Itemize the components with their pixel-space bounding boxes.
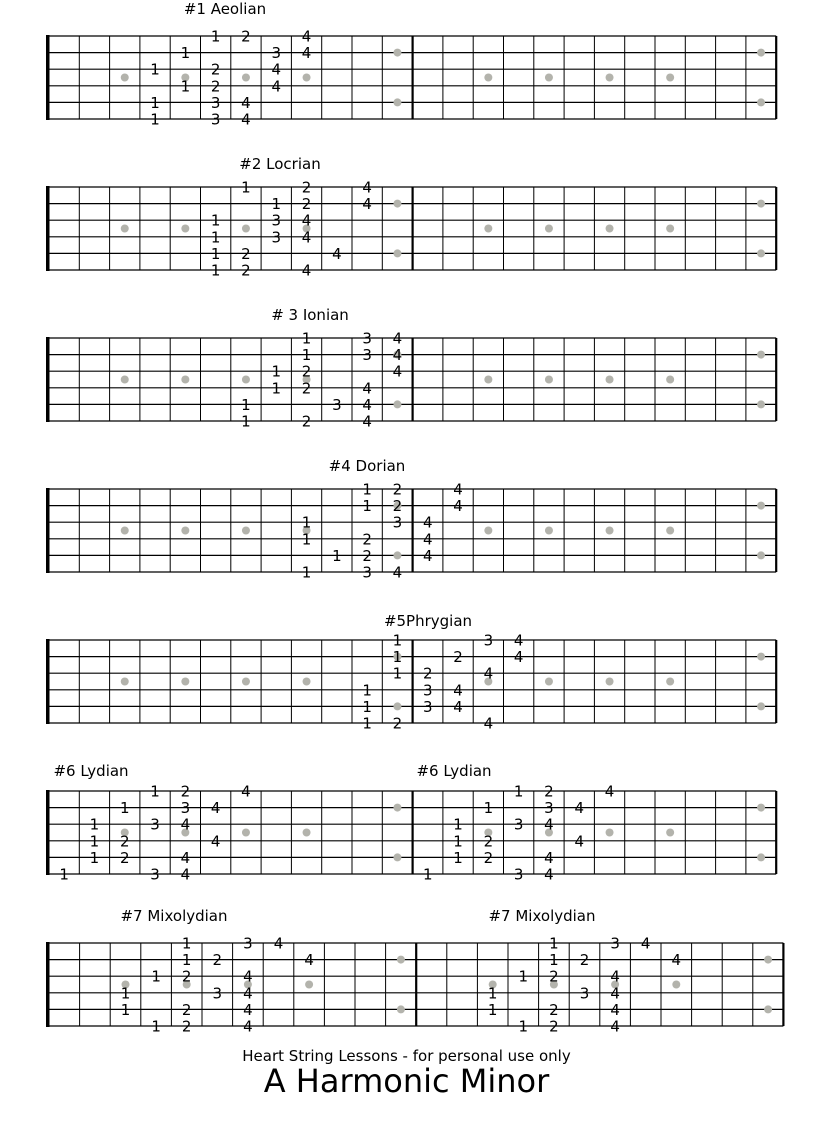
inlay-dot (764, 1005, 772, 1013)
finger-number: 1 (89, 815, 100, 834)
nut (46, 942, 50, 1027)
finger-number: 1 (392, 664, 403, 683)
inlay-dot (757, 49, 765, 57)
finger-number: 4 (362, 412, 372, 431)
nut (46, 790, 50, 875)
diagram-title: #6 Lydian (416, 762, 492, 780)
finger-number: 4 (453, 480, 463, 499)
inlay-dot (666, 527, 674, 535)
finger-number: 1 (332, 546, 342, 565)
finger-number: 1 (518, 1017, 529, 1036)
finger-number: 3 (180, 799, 191, 818)
fretboard-diagram (46, 762, 776, 884)
inlay-dot (393, 853, 401, 861)
inlay-dot (393, 49, 401, 57)
finger-number: 1 (487, 984, 498, 1003)
finger-number: 2 (212, 951, 223, 970)
finger-number: 1 (210, 211, 221, 230)
finger-number: 4 (301, 228, 312, 247)
finger-number: 3 (150, 865, 160, 884)
finger-number: 1 (301, 346, 312, 365)
finger-number: 4 (574, 832, 585, 851)
finger-number: 4 (210, 799, 221, 818)
inlay-dot (393, 200, 401, 208)
inlay-dot (757, 200, 765, 208)
finger-number: 1 (151, 1017, 161, 1036)
inlay-dot (757, 653, 765, 661)
finger-number: 1 (301, 513, 312, 532)
inlay-dot (121, 225, 129, 233)
inlay-dot (242, 74, 250, 82)
finger-number: 1 (362, 697, 372, 716)
inlay-dot (242, 527, 250, 535)
inlay-dot (121, 527, 129, 535)
finger-number: 2 (422, 664, 433, 683)
finger-number: 4 (332, 244, 342, 263)
finger-number: 2 (241, 27, 251, 46)
finger-number: 1 (241, 178, 251, 197)
finger-number: 4 (610, 1017, 620, 1036)
inlay-dot (666, 74, 674, 82)
finger-number: 4 (271, 77, 282, 96)
finger-number: 4 (180, 865, 191, 884)
finger-number: 2 (181, 967, 192, 986)
finger-number: 1 (181, 934, 192, 953)
finger-number: 1 (362, 714, 372, 733)
finger-number: 1 (301, 530, 312, 549)
finger-number: 2 (301, 362, 312, 381)
finger-number: 1 (180, 44, 191, 63)
finger-number: 3 (579, 984, 590, 1003)
finger-number: 3 (483, 631, 494, 650)
finger-number: 2 (181, 1000, 192, 1019)
inlay-dot (181, 225, 189, 233)
finger-number: 4 (362, 379, 372, 398)
finger-number: 4 (243, 1017, 253, 1036)
finger-number: 4 (243, 1000, 253, 1019)
finger-number: 4 (304, 951, 314, 970)
finger-number: 1 (453, 815, 463, 834)
inlay-dot (242, 225, 250, 233)
finger-number: 1 (487, 1000, 498, 1019)
finger-number: 1 (271, 362, 282, 381)
inlay-dot (305, 981, 313, 989)
finger-number: 4 (610, 967, 620, 986)
finger-number: 1 (453, 832, 463, 851)
finger-number: 1 (89, 848, 100, 867)
finger-number: 1 (549, 934, 559, 953)
finger-number: 4 (273, 934, 284, 953)
finger-number: 1 (483, 799, 494, 818)
finger-number: 4 (453, 697, 463, 716)
finger-number: 3 (392, 513, 403, 532)
finger-number: 1 (392, 648, 403, 667)
finger-number: 1 (362, 681, 372, 700)
inlay-dot (545, 74, 553, 82)
finger-number: 4 (610, 984, 620, 1003)
finger-number: 3 (513, 865, 524, 884)
finger-number: 3 (150, 815, 160, 834)
finger-number: 4 (210, 832, 221, 851)
finger-number: 1 (271, 195, 282, 214)
inlay-dot (393, 551, 401, 559)
finger-number: 4 (362, 195, 372, 214)
finger-number: 3 (544, 799, 554, 818)
finger-number: 1 (210, 228, 221, 247)
finger-number: 3 (210, 93, 221, 112)
finger-number: 4 (453, 497, 463, 516)
finger-number: 2 (301, 195, 312, 214)
finger-number: 3 (362, 329, 372, 348)
finger-number: 1 (271, 379, 282, 398)
finger-number: 4 (544, 865, 554, 884)
fretboard-diagram (46, 0, 776, 129)
finger-number: 2 (549, 967, 559, 986)
finger-number: 1 (89, 832, 100, 851)
diagram-title: #1 Aeolian (183, 0, 267, 18)
finger-number: 4 (301, 44, 312, 63)
finger-number: 2 (241, 261, 251, 280)
finger-number: 2 (544, 782, 554, 801)
inlay-dot (757, 249, 765, 257)
finger-number: 4 (392, 329, 403, 348)
finger-number: 2 (119, 832, 130, 851)
finger-number: 3 (422, 681, 433, 700)
finger-number: 2 (180, 782, 191, 801)
inlay-dot (672, 981, 680, 989)
finger-number: 4 (422, 513, 433, 532)
finger-number: 1 (518, 967, 529, 986)
inlay-dot (393, 249, 401, 257)
finger-number: 3 (332, 395, 342, 414)
inlay-dot (393, 400, 401, 408)
inlay-dot (121, 74, 129, 82)
finger-number: 4 (243, 967, 253, 986)
finger-number: 3 (271, 228, 282, 247)
inlay-dot (484, 527, 492, 535)
inlay-dot (606, 678, 614, 686)
finger-number: 1 (151, 967, 161, 986)
finger-number: 4 (604, 782, 615, 801)
finger-number: 4 (640, 934, 651, 953)
inlay-dot (757, 400, 765, 408)
fretboard-diagram (46, 907, 783, 1036)
inlay-dot (303, 74, 311, 82)
finger-number: 2 (241, 244, 251, 263)
finger-number: 4 (610, 1000, 620, 1019)
finger-number: 4 (483, 714, 494, 733)
finger-number: 3 (243, 934, 253, 953)
finger-number: 4 (362, 178, 372, 197)
finger-number: 1 (549, 951, 559, 970)
diagram-title: #7 Mixolydian (488, 907, 596, 925)
diagram-title: # 3 Ionian (271, 306, 349, 324)
finger-number: 4 (180, 815, 191, 834)
finger-number: 4 (301, 211, 312, 230)
finger-number: 1 (241, 412, 251, 431)
finger-number: 4 (271, 60, 282, 79)
finger-number: 3 (362, 563, 372, 582)
finger-number: 2 (483, 832, 494, 851)
finger-number: 2 (301, 178, 312, 197)
inlay-dot (545, 225, 553, 233)
finger-number: 4 (180, 848, 191, 867)
inlay-dot (606, 225, 614, 233)
inlay-dot (545, 376, 553, 384)
inlay-dot (757, 98, 765, 106)
finger-number: 4 (422, 530, 433, 549)
finger-number: 2 (181, 1017, 192, 1036)
finger-number: 4 (241, 782, 251, 801)
finger-number: 4 (513, 631, 524, 650)
inlay-dot (757, 351, 765, 359)
finger-number: 4 (392, 362, 403, 381)
finger-number: 1 (150, 782, 160, 801)
inlay-dot (242, 678, 250, 686)
inlay-dot (484, 376, 492, 384)
finger-number: 2 (579, 951, 590, 970)
inlay-dot (757, 702, 765, 710)
finger-number: 1 (422, 865, 433, 884)
finger-number: 2 (392, 480, 403, 499)
finger-number: 1 (181, 951, 192, 970)
fretboard-diagram (46, 457, 776, 582)
inlay-dot (606, 74, 614, 82)
finger-number: 2 (549, 1017, 559, 1036)
finger-number: 3 (513, 815, 524, 834)
inlay-dot (606, 829, 614, 837)
inlay-dot (545, 678, 553, 686)
nut (46, 35, 50, 120)
inlay-dot (242, 376, 250, 384)
finger-number: 4 (422, 546, 433, 565)
finger-number: 1 (120, 984, 131, 1003)
footer-credit: Heart String Lessons - for personal use only (242, 1047, 571, 1065)
inlay-dot (121, 678, 129, 686)
finger-number: 1 (210, 244, 221, 263)
inlay-dot (606, 376, 614, 384)
finger-number: 4 (301, 27, 312, 46)
diagram-title: #4 Dorian (328, 457, 406, 475)
finger-number: 1 (241, 395, 251, 414)
finger-number: 3 (271, 44, 282, 63)
finger-number: 1 (150, 93, 160, 112)
finger-number: 4 (671, 951, 682, 970)
finger-number: 1 (150, 110, 160, 129)
finger-number: 4 (241, 110, 251, 129)
finger-number: 2 (362, 530, 372, 549)
finger-number: 1 (150, 60, 160, 79)
finger-number: 1 (120, 1000, 131, 1019)
nut (46, 337, 50, 422)
inlay-dot (484, 74, 492, 82)
finger-number: 1 (59, 865, 69, 884)
diagram-title: #5Phrygian (383, 612, 473, 630)
diagram-title: #7 Mixolydian (120, 907, 228, 925)
finger-number: 1 (513, 782, 524, 801)
inlay-dot (606, 527, 614, 535)
finger-number: 2 (392, 714, 403, 733)
inlay-dot (757, 502, 765, 510)
finger-number: 3 (362, 346, 372, 365)
finger-number: 4 (392, 346, 403, 365)
inlay-dot (181, 527, 189, 535)
finger-number: 3 (210, 110, 221, 129)
finger-number: 2 (453, 648, 463, 667)
inlay-dot (757, 551, 765, 559)
finger-number: 2 (483, 848, 494, 867)
finger-number: 2 (392, 497, 403, 516)
finger-number: 4 (392, 563, 403, 582)
finger-number: 3 (212, 984, 223, 1003)
diagram-title: #6 Lydian (53, 762, 129, 780)
finger-number: 3 (271, 211, 282, 230)
diagram-title: #2 Locrian (239, 155, 321, 173)
inlay-dot (242, 829, 250, 837)
inlay-dot (397, 1005, 405, 1013)
finger-number: 2 (210, 60, 221, 79)
inlay-dot (181, 678, 189, 686)
inlay-dot (757, 853, 765, 861)
finger-number: 1 (180, 77, 191, 96)
finger-number: 4 (243, 984, 253, 1003)
inlay-dot (303, 678, 311, 686)
finger-number: 2 (362, 546, 372, 565)
finger-number: 2 (549, 1000, 559, 1019)
inlay-dot (303, 829, 311, 837)
nut (46, 639, 50, 724)
fretboard-diagram (46, 155, 776, 280)
finger-number: 1 (362, 480, 372, 499)
inlay-dot (484, 225, 492, 233)
finger-number: 4 (453, 681, 463, 700)
finger-number: 4 (301, 261, 312, 280)
finger-number: 4 (362, 395, 372, 414)
finger-number: 1 (453, 848, 463, 867)
fretboard-diagram (46, 612, 776, 733)
finger-number: 2 (301, 412, 312, 431)
inlay-dot (764, 956, 772, 964)
finger-number: 1 (362, 497, 372, 516)
inlay-dot (121, 376, 129, 384)
finger-number: 4 (544, 815, 554, 834)
finger-number: 1 (301, 563, 312, 582)
finger-number: 2 (210, 77, 221, 96)
finger-number: 1 (119, 799, 130, 818)
finger-number: 4 (513, 648, 524, 667)
page-title: A Harmonic Minor (263, 1062, 550, 1100)
finger-number: 3 (422, 697, 433, 716)
nut (46, 488, 50, 573)
inlay-dot (181, 376, 189, 384)
finger-number: 1 (210, 261, 221, 280)
inlay-dot (757, 804, 765, 812)
inlay-dot (666, 376, 674, 384)
inlay-dot (666, 225, 674, 233)
finger-number: 4 (544, 848, 554, 867)
finger-number: 2 (119, 848, 130, 867)
finger-number: 4 (241, 93, 251, 112)
finger-number: 4 (483, 664, 494, 683)
nut (46, 186, 50, 271)
inlay-dot (666, 829, 674, 837)
inlay-dot (393, 804, 401, 812)
inlay-dot (393, 98, 401, 106)
finger-number: 3 (610, 934, 620, 953)
inlay-dot (545, 527, 553, 535)
inlay-dot (397, 956, 405, 964)
fretboard-diagram (46, 306, 776, 431)
finger-number: 1 (210, 27, 221, 46)
inlay-dot (666, 678, 674, 686)
finger-number: 4 (574, 799, 585, 818)
finger-number: 1 (301, 329, 312, 348)
inlay-dot (393, 702, 401, 710)
finger-number: 2 (301, 379, 312, 398)
finger-number: 1 (392, 631, 403, 650)
